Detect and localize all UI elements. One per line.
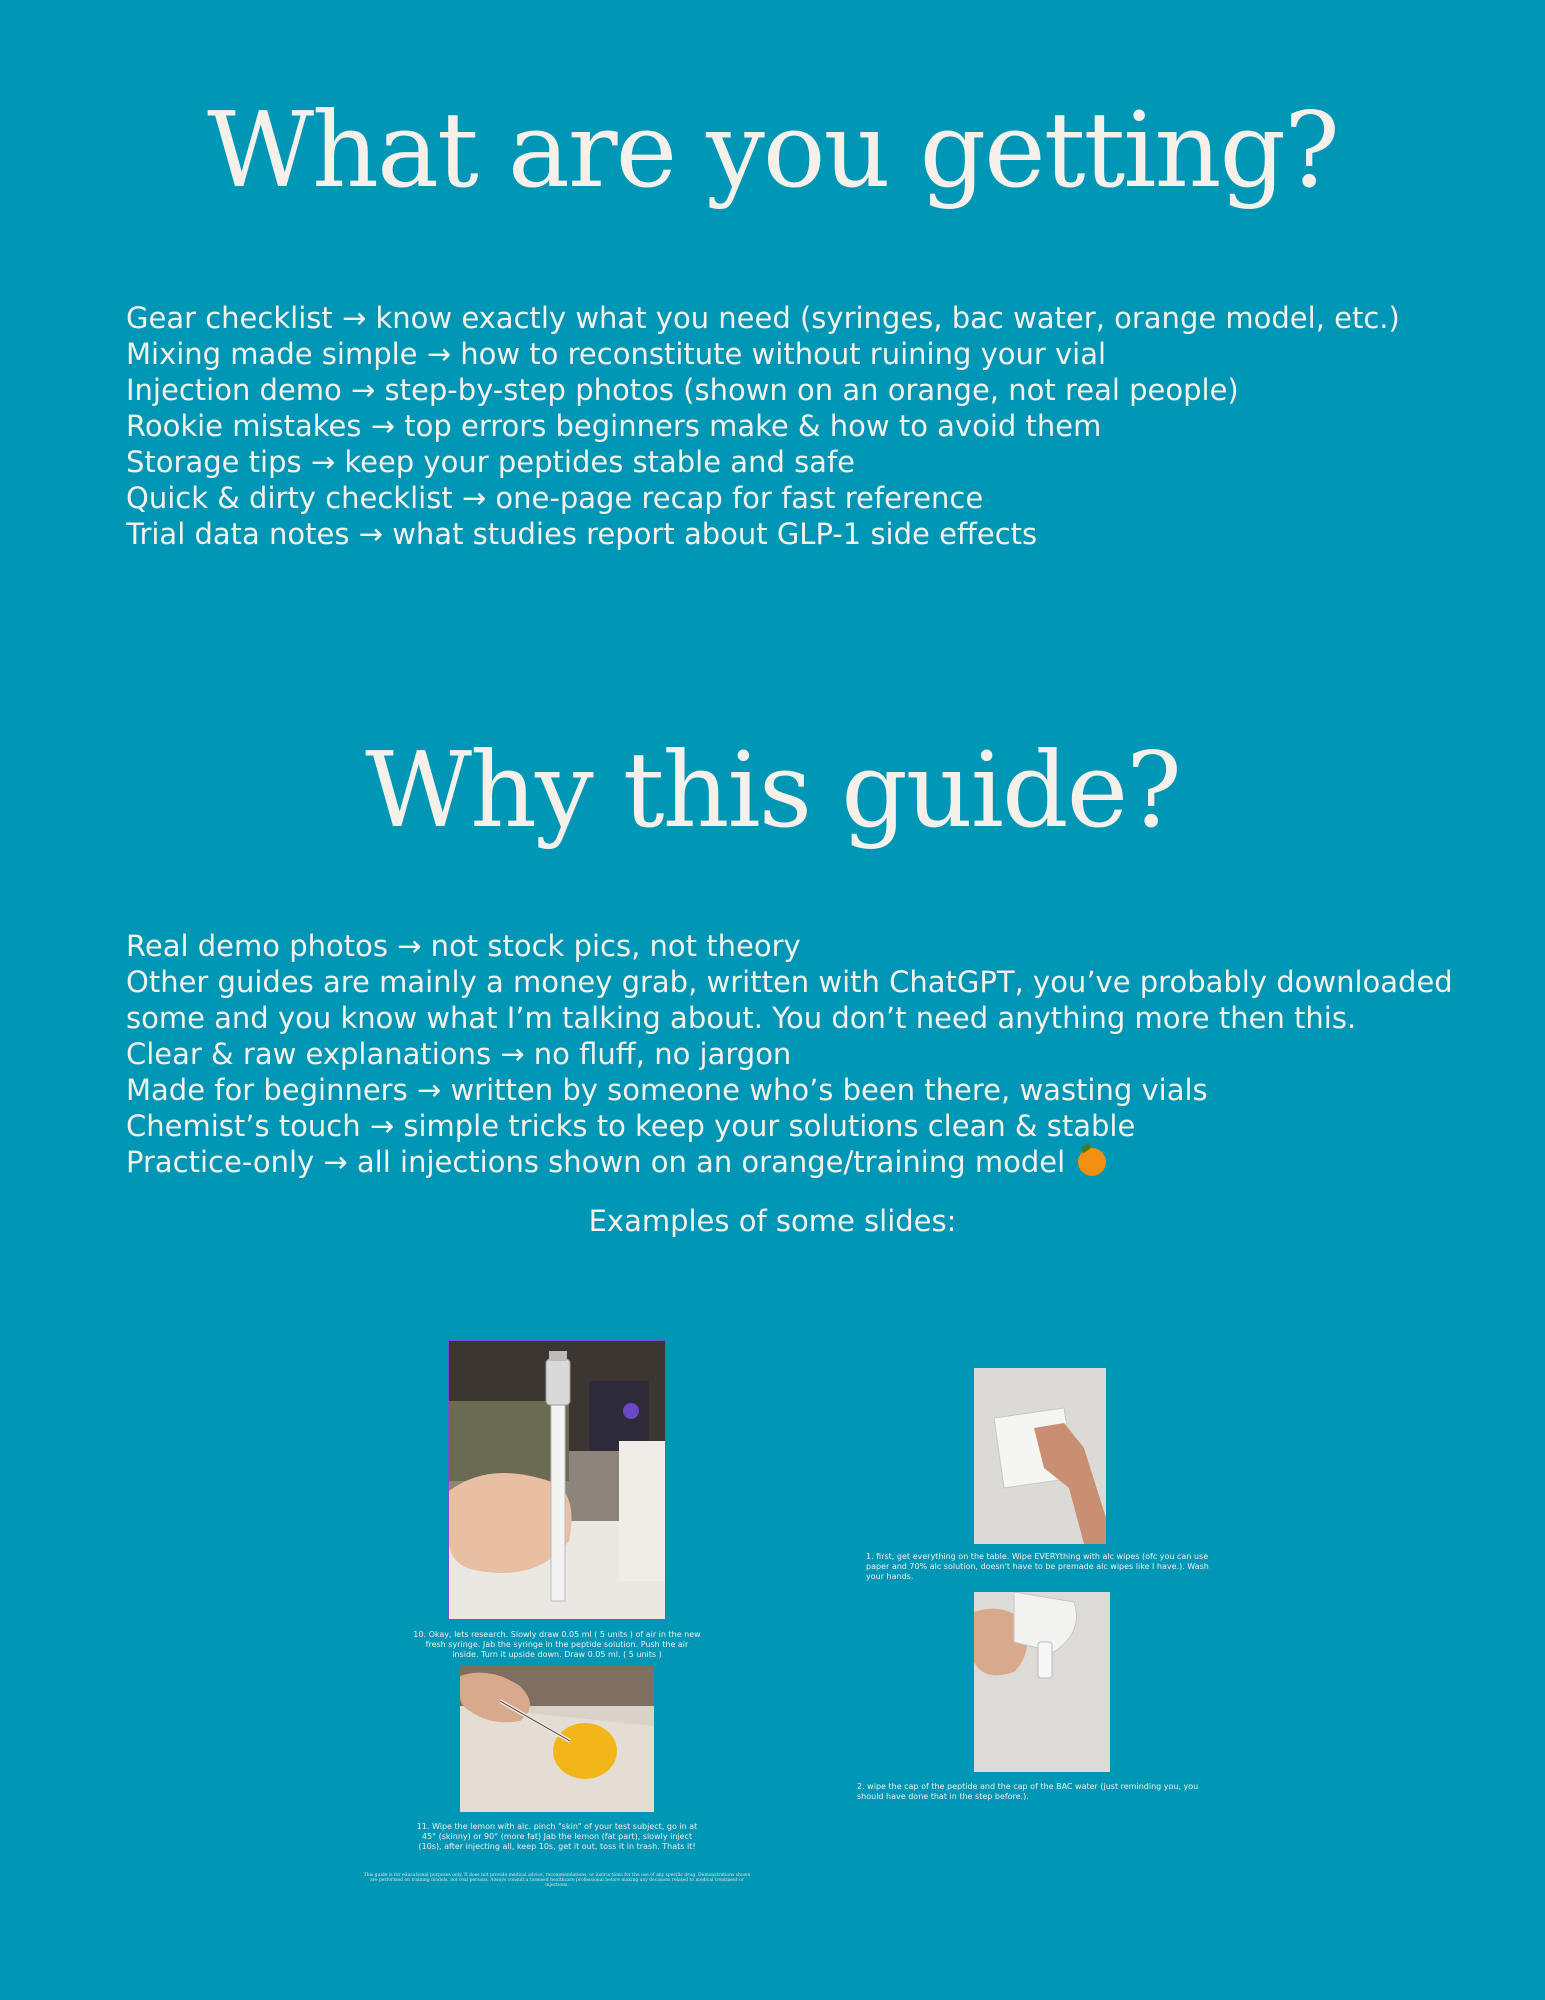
list-item: Storage tips → keep your peptides stable and safe bbox=[126, 445, 856, 479]
list-item: Rookie mistakes → top errors beginners make & how to avoid them bbox=[126, 409, 1102, 443]
list-item-text: Practice-only → all injections shown on an orange/training model bbox=[126, 1145, 1066, 1179]
list-item: Gear checklist → know exactly what you need (syringes, bac water, orange model, etc.) bbox=[126, 301, 1400, 335]
list-item: Other guides are mainly a money grab, written with ChatGPT, you’ve probably downloaded some and you know what I’m talking about. You don’t need anything more then this. bbox=[126, 965, 1453, 1035]
list-item: Real demo photos → not stock pics, not theory bbox=[126, 929, 801, 963]
lemon-injection-photo bbox=[460, 1666, 654, 1812]
list-item: Trial data notes → what studies report about GLP-1 side effects bbox=[126, 517, 1038, 551]
slide-caption: 2. wipe the cap of the peptide and the cap of the BAC water (just reminding you, you should have done that in the step before.). bbox=[857, 1782, 1199, 1801]
list-item: Mixing made simple → how to reconstitute without ruining your vial bbox=[126, 337, 1107, 371]
alcohol-wipe-photo bbox=[974, 1368, 1106, 1544]
examples-label: Examples of some slides: bbox=[588, 1204, 957, 1238]
slide-caption: 1. first, get everything on the table. Wipe EVERYthing with alc wipes (ofc you can use paper and 70% alc solution, doesn't have to be premade alc wipes like I have.). Wash your hands. bbox=[866, 1552, 1209, 1581]
list-item: Chemist’s touch → simple tricks to keep your solutions clean & stable bbox=[126, 1109, 1136, 1143]
list-item: Quick & dirty checklist → one-page recap for fast reference bbox=[126, 481, 984, 515]
list-item-practice bbox=[126, 1144, 1526, 1180]
list-item: Made for beginners → written by someone who’s been there, wasting vials bbox=[126, 1073, 1208, 1107]
disclaimer-text: This guide is for educational purposes only. It does not provide medical advice, recommendations, or instructions for the use of any specific drug. Demonstrations shown are performed on training models, not real persons. Always consult a licensed healthcare professional before making any decisions related to medical treatment or injections. bbox=[363, 1873, 751, 1888]
wipe-cap-photo bbox=[974, 1592, 1110, 1772]
syringe-vial-photo bbox=[448, 1340, 666, 1620]
orange-emoji-icon bbox=[1078, 1148, 1106, 1176]
slide-caption: 10. Okay, lets research. Slowly draw 0.05 ml ( 5 units ) of air in the new fresh syringe. Jab the syringe in the peptide solution. Push the air inside. Turn it upside down. Draw 0.05 ml. ( 5 units ) bbox=[413, 1630, 701, 1659]
slide-caption: 11. Wipe the lemon with alc. pinch "skin" of your test subject, go in at 45° (skinny) or 90° (more fat) Jab the lemon (fat part), slowly inject (10s), after injecting all, keep 10s, get it out, toss it in trash. Thats it! bbox=[416, 1822, 698, 1851]
features-list bbox=[126, 300, 1526, 552]
list-item: Injection demo → step-by-step photos (shown on an orange, not real people) bbox=[126, 373, 1239, 407]
section-title-what: What are you getting? bbox=[207, 89, 1338, 211]
reasons-list bbox=[126, 928, 1526, 1180]
list-item: Clear & raw explanations → no fluff, no jargon bbox=[126, 1037, 792, 1071]
section-title-why: Why this guide? bbox=[365, 729, 1180, 851]
